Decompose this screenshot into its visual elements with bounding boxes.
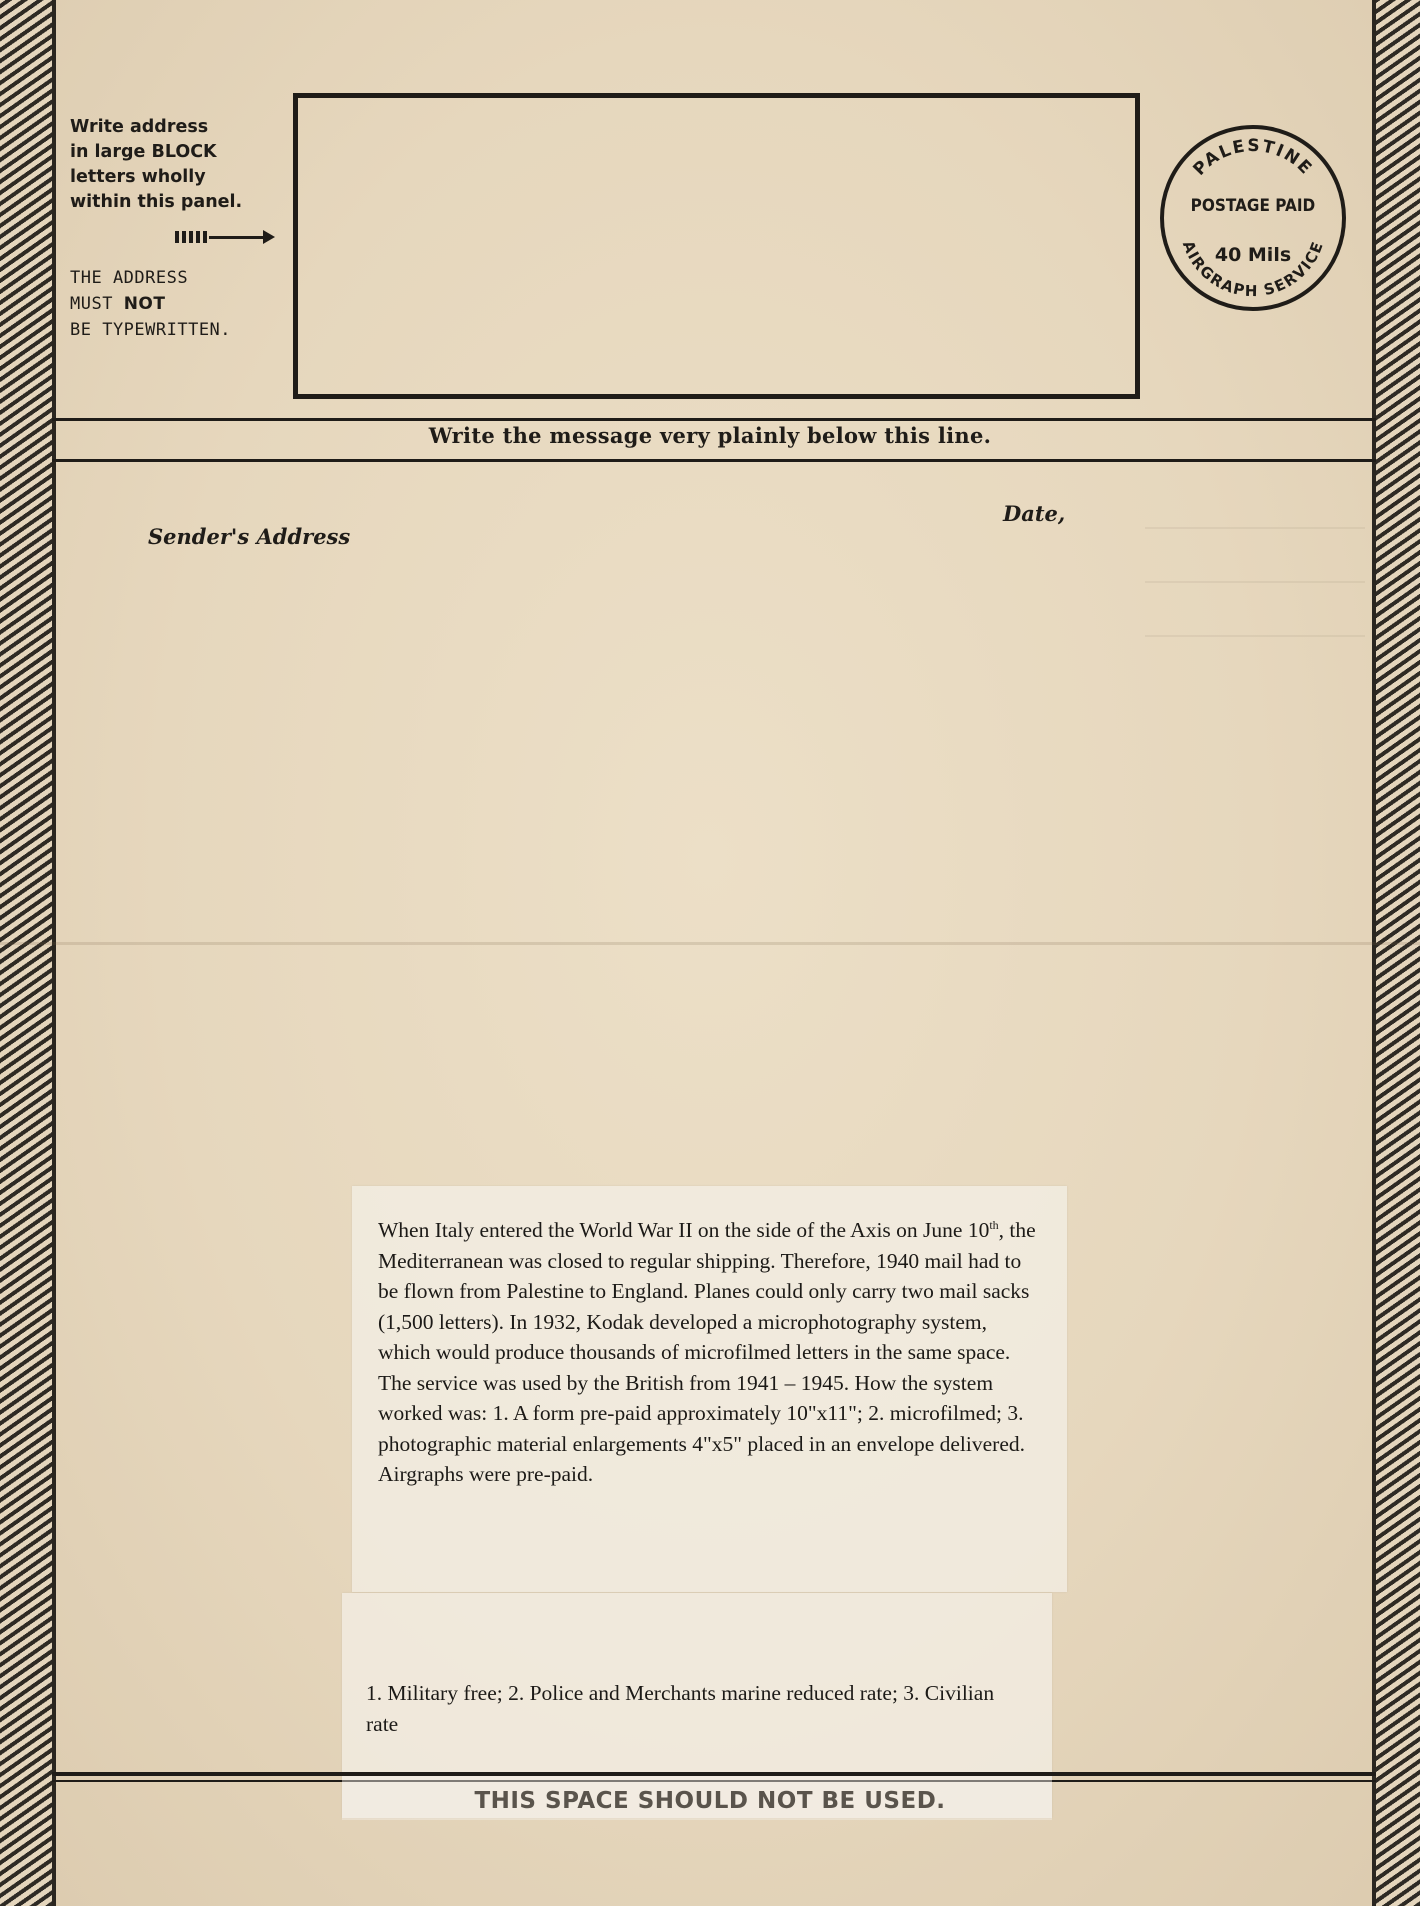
paper-fold-crease	[0, 942, 1420, 945]
warning-line: THE ADDRESS	[70, 268, 189, 288]
instruction-line: within this panel.	[70, 192, 243, 212]
rates-note: 1. Military free; 2. Police and Merchants marine reduced rate; 3. Civilian rate	[342, 1593, 1052, 1818]
right-border-stripe	[1376, 0, 1420, 1906]
message-rule-top	[52, 418, 1376, 421]
do-not-use-notice: THIS SPACE SHOULD NOT BE USED.	[474, 1788, 946, 1814]
instruction-line: in large BLOCK	[70, 142, 217, 162]
stamp-top-arc: PALESTINE	[1189, 135, 1317, 180]
instruction-line: Write address	[70, 117, 209, 137]
instruction-line: letters wholly	[70, 167, 206, 187]
warning-line	[70, 291, 290, 317]
address-instruction-text	[70, 115, 290, 215]
warning-emphasis: NOT	[123, 294, 166, 314]
address-instructions	[70, 115, 290, 343]
sender-address-label: Sender's Address	[148, 524, 351, 549]
address-panel[interactable]	[293, 93, 1140, 399]
history-note-paragraph	[378, 1210, 1041, 1368]
history-text: When Italy entered the World War II on the side of the Axis on June 10	[378, 1218, 990, 1243]
typewriter-warning	[70, 265, 290, 343]
warning-prefix: MUST	[70, 294, 124, 314]
arrow-right-icon	[175, 227, 275, 247]
history-note-paragraph: The service was used by the British from 1941 – 1945. How the system worked was: 1. A form pre-paid approximately 10"x11"; 2. microfilmed; 3. photographic material enlargements 4"x5" placed in an envelope delivered. Airgraphs were pre-paid.	[378, 1370, 1025, 1487]
left-border-stripe	[0, 0, 52, 1906]
message-rule-bottom	[52, 459, 1376, 462]
warning-line: BE TYPEWRITTEN.	[70, 320, 232, 340]
left-border-edge	[52, 0, 56, 1906]
postage-paid-stamp	[1158, 123, 1348, 313]
show-through-text	[1145, 505, 1365, 667]
right-border-edge	[1372, 0, 1376, 1906]
history-note	[352, 1186, 1067, 1592]
message-header: Write the message very plainly below this line.	[428, 423, 992, 448]
ordinal-superscript: th	[989, 1218, 999, 1232]
date-label: Date,	[1003, 501, 1066, 526]
stamp-postage-paid: POSTAGE PAID	[1190, 195, 1316, 216]
history-text: , the Mediterranean was closed to regular shipping. Therefore, 1940 mail had to be flown from Palestine to England. Planes could only carry two mail sacks (1,500 letters). In 1932, Kodak developed a microphotography system, which would produce thousands of microfilmed letters in the same space.	[378, 1218, 1036, 1365]
stamp-value: 40 Mils	[1214, 244, 1292, 266]
stamp-bottom-arc: AIRGRAPH SERVICE	[1178, 238, 1328, 301]
